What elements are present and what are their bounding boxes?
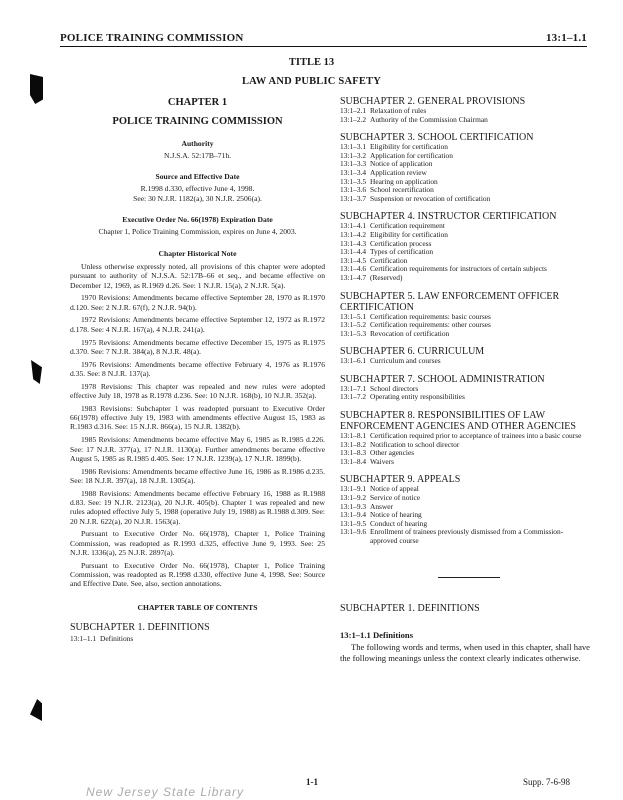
binder-mark-middle xyxy=(31,360,42,384)
toc-subchapter-title: SUBCHAPTER 4. INSTRUCTOR CERTIFICATION xyxy=(340,211,557,223)
historical-note: Pursuant to Executive Order No. 66(1978), Chapter 1, Police Training Commission, was readopted as R.1998 d.330, effective June 4, 1998. See: Source and Effective Date. See, also, section annotations. xyxy=(70,560,325,589)
toc-subchapter-block xyxy=(340,291,590,339)
section-number: 13:1–7.2 xyxy=(340,392,367,402)
toc-section xyxy=(340,116,590,125)
right-column xyxy=(340,96,590,554)
toc-section xyxy=(340,330,590,339)
section-number: 13:1–9.1 xyxy=(340,484,367,494)
toc-subchapter-title: SUBCHAPTER 3. SCHOOL CERTIFICATION xyxy=(340,132,534,144)
toc-subchapter-title: SUBCHAPTER 2. GENERAL PROVISIONS xyxy=(340,96,526,107)
section-title: Suspension or revocation of certification xyxy=(370,193,491,203)
binder-mark-bottom xyxy=(30,699,42,721)
section-title: Certification xyxy=(370,255,408,265)
historical-note: 1988 Revisions: Amendments became effective February 16, 1988 as R.1988 d.83. See: 19 N.J.R. 2123(a), 20 N.J.R. 405(b). Chapter 1 was repealed and new rules adopted effective July 5, 1988 (operative July 19, 1988) as R.1988 d.309. See: 20 N.J.R. 622(a), 20 N.J.R. 1563(a). xyxy=(70,488,325,526)
section-title: Eligibility for certification xyxy=(370,229,448,239)
historical-note: 1972 Revisions: Amendments became effective September 12, 1972 as R.1972 d.178. See: 4 N.J.R. 167(a), 4 N.J.R. 241(a). xyxy=(70,315,325,334)
exec-order-heading: Executive Order No. 66(1978) Expiration Date xyxy=(122,215,273,225)
section-title: Certification requirements: basic courses xyxy=(370,311,491,321)
toc-section xyxy=(340,195,590,204)
section-divider xyxy=(438,577,500,578)
toc-section xyxy=(340,274,590,283)
library-watermark: New Jersey State Library xyxy=(86,785,245,799)
section-title: (Reserved) xyxy=(370,272,403,282)
section-title: Answer xyxy=(370,501,393,511)
section-number: 13:1–8.4 xyxy=(340,456,367,466)
historical-note: 1976 Revisions: Amendments became effective February 4, 1976 as R.1976 d.35. See: 8 N.J.R. 137(a). xyxy=(70,359,325,378)
subtitle-heading: LAW AND PUBLIC SAFETY xyxy=(241,76,382,87)
section-number: 13:1–8.1 xyxy=(340,431,367,441)
historical-note: 1975 Revisions: Amendments became effective December 15, 1975 as R.1975 d.370. See: 7 N.J.R. 384(a), 8 N.J.R. 48(a). xyxy=(70,337,325,356)
section-number: 13:1–9.2 xyxy=(340,493,367,503)
section-title: Service of notice xyxy=(370,493,421,503)
toc-subchapter-block xyxy=(340,346,590,366)
authority-text: N.J.S.A. 52:17B–71h. xyxy=(163,150,232,160)
toc-subchapter-title: SUBCHAPTER 5. LAW ENFORCEMENT OFFICER CERTIFICATION xyxy=(340,290,560,313)
historical-note: 1986 Revisions: Amendments became effective June 16, 1986 as R.1986 d.235. See: 18 N.J.R. 397(a), 18 N.J.R. 1305(a). xyxy=(70,466,325,485)
toc-subchapter-block xyxy=(340,96,590,124)
section-number: 13:1–4.1 xyxy=(340,221,367,231)
section-title: Eligibility for certification xyxy=(370,142,448,152)
section-number: 13:1–3.6 xyxy=(340,185,367,195)
historical-note: 1983 Revisions: Subchapter 1 was readopted pursuant to Executive Order 66(1978) effective July 19, 1983 with amendments effective August 15, 1983 as R.1983 d.316. See: 15 N.J.R. 866(a), 15 N.J.R. 1382(b). xyxy=(70,403,325,432)
toc-subchapter-title: SUBCHAPTER 9. APPEALS xyxy=(340,474,461,486)
section-title: Types of certification xyxy=(370,247,434,257)
section-title: Relaxation of rules xyxy=(370,106,427,115)
toc-subchapter-title: SUBCHAPTER 6. CURRICULUM xyxy=(340,346,485,358)
section-number: 13:1–9.5 xyxy=(340,518,367,528)
section-title: Hearing on application xyxy=(370,176,438,186)
section-title: Revocation of certification xyxy=(370,328,450,338)
section-number: 13:1–4.6 xyxy=(340,264,367,274)
header-right: 13:1–1.1 xyxy=(545,32,587,44)
section-number: 13:1–3.1 xyxy=(340,142,367,152)
section-number: 13:1–4.5 xyxy=(340,255,367,265)
section-title: School recertification xyxy=(370,185,434,195)
authority-heading: Authority xyxy=(181,138,214,148)
section-number: 13:1–3.3 xyxy=(340,159,367,169)
section-title: Application for certification xyxy=(370,150,453,160)
section-number: 13:1–4.4 xyxy=(340,247,367,257)
section-number: 13:1–2.2 xyxy=(340,114,367,124)
section-title: Certification requirement xyxy=(370,221,445,231)
section-title: Notice of appeal xyxy=(370,484,419,494)
section-title: Certification requirements: other courses xyxy=(370,320,491,330)
historical-note-heading: Chapter Historical Note xyxy=(158,248,237,258)
section-title: Notification to school director xyxy=(370,439,460,449)
toc-subchapter-title: SUBCHAPTER 7. SCHOOL ADMINISTRATION xyxy=(340,373,545,385)
section-title: Notice of hearing xyxy=(370,510,422,520)
source-line-2: See: 30 N.J.R. 1182(a), 30 N.J.R. 2506(a). xyxy=(133,193,262,203)
section-title: Enrollment of trainees previously dismissed from a Commission-approved course xyxy=(370,527,564,545)
definitions-block xyxy=(340,603,590,664)
section-title: Operating entity responsibilities xyxy=(370,392,465,402)
section-title: Conduct of hearing xyxy=(370,518,428,528)
section-title: School directors xyxy=(370,383,419,393)
section-title: Curriculum and courses xyxy=(370,356,441,366)
header-left: POLICE TRAINING COMMISSION xyxy=(60,32,244,44)
section-number: 13:1–8.3 xyxy=(340,448,367,458)
toc-section xyxy=(340,393,590,402)
left-column xyxy=(70,96,325,644)
section-title: Other agencies xyxy=(370,448,415,458)
section-number: 13:1–4.2 xyxy=(340,229,367,239)
section-number: 13:1–8.2 xyxy=(340,439,367,449)
definitions-subchapter: SUBCHAPTER 1. DEFINITIONS xyxy=(340,603,480,614)
title-heading: TITLE 13 xyxy=(288,57,335,68)
toc-section xyxy=(340,357,590,366)
section-title: Definitions xyxy=(100,633,134,643)
running-header xyxy=(60,32,587,47)
section-number: 13:1–5.2 xyxy=(340,320,367,330)
section-number: 13:1–1.1 xyxy=(70,633,97,643)
section-title: Notice of application xyxy=(370,159,433,169)
supplement-date: Supp. 7-6-98 xyxy=(523,777,570,787)
historical-note: 1978 Revisions: This chapter was repealed and new rules were adopted effective July 18, 1978 as R.1978 d.236. See: 10 N.J.R. 168(b), 10 N.J.R. 352(a). xyxy=(70,381,325,401)
source-line-1: R.1998 d.330, effective June 4, 1998. xyxy=(140,184,255,194)
definitions-section-heading: 13:1–1.1 Definitions xyxy=(340,630,414,640)
section-number: 13:1–4.7 xyxy=(340,272,367,282)
section-title: Certification required prior to acceptance of trainees into a basic course xyxy=(370,431,582,441)
definitions-text: The following words and terms, when used in this chapter, shall have the following meanings unless the context clearly indicates otherwise. xyxy=(340,642,590,663)
toc-subchapter-1: SUBCHAPTER 1. DEFINITIONS xyxy=(70,621,210,633)
section-number: 13:1–3.5 xyxy=(340,176,367,186)
toc-subchapter-block xyxy=(340,211,590,282)
chapter-number: CHAPTER 1 xyxy=(167,97,228,108)
historical-note: 1970 Revisions: Amendments became effective September 28, 1970 as R.1970 d.120. See: 2 N.J.R. 67(f), 2 N.J.R. 94(b). xyxy=(70,293,325,312)
source-heading: Source and Effective Date xyxy=(155,172,240,182)
chapter-name: POLICE TRAINING COMMISSION xyxy=(112,116,283,128)
toc-subchapter-block xyxy=(340,132,590,203)
toc-subchapter-title: SUBCHAPTER 8. RESPONSIBILITIES OF LAW ENFORCEMENT AGENCIES AND OTHER AGENCIES xyxy=(340,410,576,433)
toc-subchapter-block xyxy=(340,410,590,466)
section-number: 13:1–9.3 xyxy=(340,501,367,511)
section-number: 13:1–6.1 xyxy=(340,356,367,366)
historical-note: 1985 Revisions: Amendments became effective May 6, 1985 as R.1985 d.226. See: 17 N.J.R. 377(a), 17 N.J.R. 1130(a). Further amendments became effective August 5, 1985 as R.1985 d.405. See: 17 N.J.R. 1239(a), 17 N.J.R. 1899(b). xyxy=(70,435,325,463)
section-number: 13:1–3.7 xyxy=(340,193,367,203)
section-number: 13:1–9.4 xyxy=(340,510,367,520)
toc-heading: CHAPTER TABLE OF CONTENTS xyxy=(137,602,258,612)
section-number: 13:1–5.3 xyxy=(340,328,367,338)
toc-section xyxy=(340,528,590,545)
toc-section xyxy=(340,458,590,467)
section-number: 13:1–5.1 xyxy=(340,311,367,321)
section-title: Waivers xyxy=(370,456,395,466)
toc-subchapter-block xyxy=(340,474,590,545)
page-number: 1-1 xyxy=(306,777,318,787)
historical-note: Unless otherwise expressly noted, all provisions of this chapter were adopted pursuant to authority of N.J.S.A. 52:17B–66 et seq., and became effective on December 12, 1969, as R.1969 d.26. See: 1 N.J.R. 15(a), 2 N.J.R. 5(a). xyxy=(70,261,325,290)
historical-note: Pursuant to Executive Order No. 66(1978), Chapter 1, Police Training Commission, was readopted as R.1993 d.325, effective June 9, 1993. See: 25 N.J.R. 1336(a), 25 N.J.R. 2897(a). xyxy=(70,529,325,557)
section-number: 13:1–7.1 xyxy=(340,383,367,393)
section-title: Certification process xyxy=(370,238,432,248)
section-number: 13:1–9.6 xyxy=(340,527,367,537)
section-number: 13:1–3.4 xyxy=(340,167,367,177)
exec-order-text: Chapter 1, Police Training Commission, expires on June 4, 2003. xyxy=(98,227,297,237)
section-title: Certification requirements for instructors of certain subjects xyxy=(370,264,547,274)
section-title: Application review xyxy=(370,167,427,177)
section-title: Authority of the Commission Chairman xyxy=(370,114,488,124)
toc-subchapter-block xyxy=(340,374,590,402)
section-number: 13:1–2.1 xyxy=(340,106,367,115)
toc-section xyxy=(70,635,325,644)
section-number: 13:1–3.2 xyxy=(340,150,367,160)
section-number: 13:1–4.3 xyxy=(340,238,367,248)
